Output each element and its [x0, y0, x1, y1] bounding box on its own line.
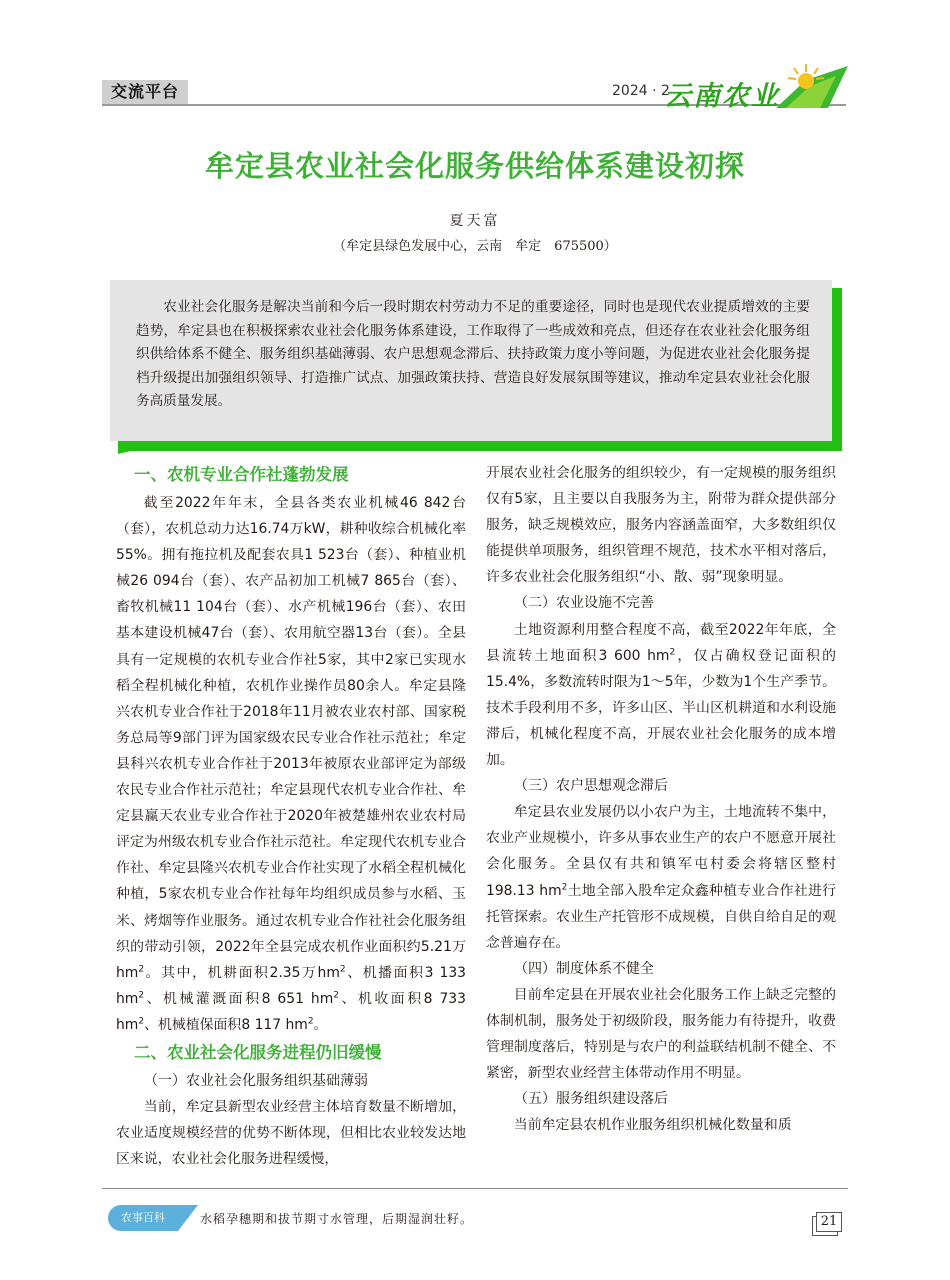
- footer-tab: 农事百科: [108, 1205, 178, 1231]
- footer-rule: [102, 1188, 848, 1189]
- issue-number: 2024 · 2: [612, 83, 670, 99]
- paragraph: 牟定县农业发展仍以小农户为主，土地流转不集中，农业产业规模小，许多从事农业生产的农户不愿意开展社会化服务。全县仅有共和镇军屯村委会将辖区整村198.13 $hm^2$土地全部入股牟定众鑫种植专业合作社进行托管探索。农业生产托管形不成规模，自供自给自足的观念普遍存在。: [486, 804, 836, 951]
- author-name: 夏天富: [449, 213, 501, 229]
- section-heading-2: 二、农业社会化服务进程仍旧缓慢: [134, 1042, 382, 1062]
- abstract-tail: [118, 440, 178, 454]
- subsection-heading: （一）农业社会化服务组织基础薄弱: [144, 1072, 368, 1089]
- left-column: [116, 460, 466, 1168]
- section-heading-1: 一、农机专业合作社蓬勃发展: [134, 465, 349, 484]
- page-number: 21: [816, 1212, 842, 1232]
- paragraph: 当前，牟定县新型农业经营主体培育数量不断增加，农业适度规模经营的优势不断体现，但相比农业较发达地区来说，农业社会化服务进程缓慢，: [116, 1099, 466, 1168]
- section-tag: 交流平台: [102, 80, 188, 104]
- subsection-heading: （二）农业设施不完善: [514, 595, 654, 612]
- right-column: [486, 460, 836, 1134]
- paragraph: 当前牟定县农机作业服务组织机械化数量和质: [513, 1117, 792, 1134]
- subsection-heading: （四）制度体系不健全: [514, 960, 654, 977]
- subsection-heading: （三）农户思想观念滞后: [514, 778, 668, 795]
- paragraph: 土地资源利用整合程度不高，截至2022年年底，全县流转土地面积3 600 $hm^2$，仅占确权登记面积的15.4%，多数流转时限为1～5年，少数为1个生产季节。技术手段利用不多，许多山区、半山区机耕道和水利设施滞后，机械化程度不高，开展农业社会化服务的成本增加。: [486, 621, 836, 769]
- paragraph: 目前牟定县在开展农业社会化服务工作上缺乏完整的体制机制，服务处于初级阶段，服务能力有待提升，收费管理制度落后，特别是与农户的利益联结机制不健全、不紧密，新型农业经营主体带动作用不明显。: [486, 986, 836, 1082]
- paragraph: 开展农业社会化服务的组织较少，有一定规模的服务组织仅有5家，且主要以自我服务为主，附带为群众提供部分服务，缺乏规模效应，服务内容涵盖面窄，大多数组织仅能提供单项服务，组织管理不规范，技术水平相对落后，许多农业社会化服务组织“小、散、弱”现象明显。: [486, 465, 836, 586]
- magazine-name: 云南农业: [664, 81, 780, 112]
- article-title: 牟定县农业社会化服务供给体系建设初探: [204, 149, 745, 183]
- subsection-heading: （五）服务组织建设落后: [514, 1091, 668, 1108]
- abstract-box: [110, 280, 832, 441]
- author-affiliation: （牟定县绿色发展中心，云南 牟定 675500）: [333, 239, 617, 254]
- sun-leaf-logo-icon: [776, 62, 848, 108]
- footer-tip: 水稻孕穗期和拔节期寸水管理，后期湿润壮籽。: [200, 1212, 474, 1226]
- paragraph: 截至2022年年末，全县各类农业机械46 842台（套），农机总动力达16.74万kW，耕种收综合机械化率55%。拥有拖拉机及配套农具1 523台（套）、种植业机械26 094台（套）、农产品初加工机械7 865台（套）、畜牧机械11 104台（套）、水产机械196台（套）、农田基本建设机械47台（套）、农用航空器13台（套）。全县具有一定规模的农机专业合作社5家，其中2家已实现水稻全程机械化种植，农机作业操作员80余人。牟定县隆兴农机专业合作社于2018年11月被农业农村部、国家税务总局等9部门评为国家级农民专业合作社示范社；牟定县科兴农机专业合作社于2013年被原农业部评定为部级农民专业合作社示范社；牟定县现代农机专业合作社、牟定县赢天农业专业合作社于2020年被楚雄州农业农村局评定为州级农机专业合作社示范社。牟定现代农机专业合作社、牟定县隆兴农机专业合作社实现了水稻全程机械化种植，5家农机专业合作社每年均组织成员参与水稻、玉米、烤烟等作业服务。通过农机专业合作社社会化服务组织的带动引领，2022年全县完成农机作业面积约5.21万$hm^2$。其中，机耕面积2.35万$hm^2$、机播面积3 133 $hm^2$、机械灌溉面积8 651 $hm^2$、机收面积8 733 $hm^2$、机械植保面积8 117 $hm^2$。: [116, 495, 466, 1033]
- abstract-text: 农业社会化服务是解决当前和今后一段时期农村劳动力不足的重要途径，同时也是现代农业提质增效的主要趋势，牟定县也在积极探索农业社会化服务体系建设，工作取得了一些成效和亮点，但还存在农业社会化服务组织供给体系不健全、服务组织基础薄弱、农户思想观念滞后、扶持政策力度小等问题，为促进农业社会化服务提档升级提出加强组织领导、打造推广试点、加强政策扶持、营造良好发展氛围等建议，推动牟定县农业社会化服务高质量发展。: [136, 299, 810, 410]
